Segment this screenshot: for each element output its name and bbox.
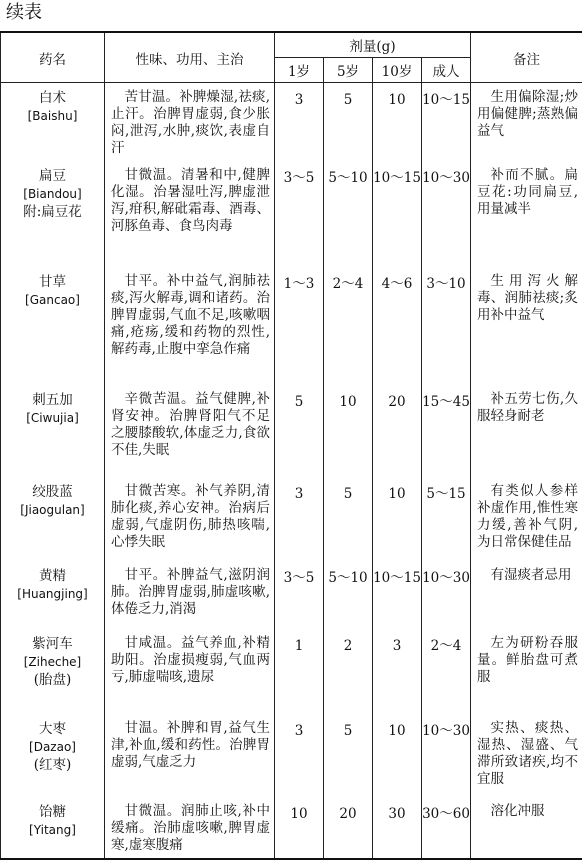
header-age-5: 5岁 <box>324 58 373 83</box>
dose-adult: 2～4 <box>422 629 471 714</box>
dose-age-5: 5～10 <box>324 561 373 629</box>
herb-properties: 辛微苦温。益气健脾,补肾安神。治脾肾阳气不足之腰膝酸软,体虚乏力,食欲不佳,失眠 <box>105 385 275 477</box>
dose-age-5: 5 <box>324 83 373 162</box>
dose-adult: 10～30 <box>422 161 471 267</box>
herb-alias: 附:扁豆花 <box>1 203 104 221</box>
dose-adult: 15～45 <box>422 385 471 477</box>
dose-age-1: 5 <box>275 385 324 477</box>
dose-age-5: 2 <box>324 629 373 714</box>
herb-name-cell <box>1 477 105 561</box>
herb-note: 实热、痰热、湿热、湿盛、气滞所致诸疾,均不宜服 <box>471 714 582 797</box>
herb-note: 左为研粉吞服量。鲜胎盘可煮服 <box>471 629 582 714</box>
herb-pinyin: [Biandou] <box>1 185 104 203</box>
herb-properties: 甘微温。润肺止咳,补中缓痛。治肺虚咳嗽,脾胃虚寒,虚寒腹痛 <box>105 797 275 859</box>
herb-alias: (胎盘) <box>1 671 104 689</box>
herb-name: 刺五加 <box>1 391 104 409</box>
dose-age-10: 10 <box>373 477 422 561</box>
herb-name: 绞股蓝 <box>1 483 104 501</box>
dose-age-1: 3 <box>275 714 324 797</box>
dose-age-1: 10 <box>275 797 324 859</box>
dose-age-5: 20 <box>324 797 373 859</box>
herb-note: 有类似人参样补虚作用,惟性寒力缓,善补气阴,为日常保健佳品 <box>471 477 582 561</box>
dose-age-10: 10～15 <box>373 561 422 629</box>
herb-alias: (红枣) <box>1 756 104 774</box>
dose-age-1: 1～3 <box>275 267 324 385</box>
header-note: 备注 <box>471 32 582 83</box>
herb-name: 紫河车 <box>1 635 104 653</box>
table-row <box>1 161 582 267</box>
header-name: 药名 <box>1 32 105 83</box>
table-row <box>1 267 582 385</box>
table-row <box>1 714 582 797</box>
herb-note: 补五劳七伤,久服轻身耐老 <box>471 385 582 477</box>
dose-adult: 10～30 <box>422 561 471 629</box>
dose-age-10: 20 <box>373 385 422 477</box>
herb-note: 生用泻火解毒、润肺祛痰;炙用补中益气 <box>471 267 582 385</box>
herb-pinyin: [Baishu] <box>1 107 104 125</box>
herb-name: 大枣 <box>1 720 104 738</box>
herb-pinyin: [Dazao] <box>1 738 104 756</box>
herb-properties: 甘微温。清暑和中,健脾化湿。治暑湿吐泻,脾虚泄泻,疳积,解砒霜毒、酒毒、河豚鱼毒、食鸟肉毒 <box>105 161 275 267</box>
header-adult: 成人 <box>422 58 471 83</box>
dose-age-10: 10 <box>373 83 422 162</box>
herb-name-cell <box>1 797 105 859</box>
header-age-10: 10岁 <box>373 58 422 83</box>
dose-age-10: 10 <box>373 714 422 797</box>
herb-properties: 甘咸温。益气养血,补精助阳。治虚损瘦弱,气血两亏,肺虚喘咳,遗尿 <box>105 629 275 714</box>
herb-note: 补而不腻。扁豆花:功同扁豆,用量减半 <box>471 161 582 267</box>
herb-pinyin: [Ciwujia] <box>1 409 104 427</box>
dose-age-10: 3 <box>373 629 422 714</box>
dose-age-5: 5 <box>324 714 373 797</box>
herb-properties: 甘平。补脾益气,滋阴润肺。治脾胃虚弱,肺虚咳嗽,体倦乏力,消渴 <box>105 561 275 629</box>
dose-age-5: 5 <box>324 477 373 561</box>
dose-age-1: 3～5 <box>275 561 324 629</box>
dose-adult: 5～15 <box>422 477 471 561</box>
herb-properties: 甘温。补脾和胃,益气生津,补血,缓和药性。治脾胃虚弱,气虚乏力 <box>105 714 275 797</box>
herb-table <box>0 31 582 860</box>
herb-note: 有湿痰者忌用 <box>471 561 582 629</box>
herb-pinyin: [Jiaogulan] <box>1 501 104 519</box>
dose-adult: 3～10 <box>422 267 471 385</box>
herb-pinyin: [Yitang] <box>1 821 104 839</box>
herb-name-cell <box>1 561 105 629</box>
header-properties: 性味、功用、主治 <box>105 32 275 83</box>
dose-age-10: 30 <box>373 797 422 859</box>
herb-properties: 甘平。补中益气,润肺祛痰,泻火解毒,调和诸药。治脾胃虚弱,气血不足,咳嗽咽痛,疮疡,缓和药物的烈性,解药毒,止腹中挛急作痛 <box>105 267 275 385</box>
herb-pinyin: [Gancao] <box>1 291 104 309</box>
dose-age-5: 2～4 <box>324 267 373 385</box>
herb-name-cell <box>1 83 105 162</box>
herb-name: 扁豆 <box>1 167 104 185</box>
header-dose: 剂量(g) <box>275 32 471 58</box>
table-row <box>1 83 582 162</box>
table-caption: 续表 <box>6 0 42 26</box>
herb-name: 黄精 <box>1 567 104 585</box>
table-row <box>1 797 582 859</box>
herb-name: 饴糖 <box>1 803 104 821</box>
table-row <box>1 477 582 561</box>
herb-note: 生用偏除湿;炒用偏健脾;蒸熟偏益气 <box>471 83 582 162</box>
herb-name: 甘草 <box>1 273 104 291</box>
herb-name-cell <box>1 385 105 477</box>
table-row <box>1 385 582 477</box>
herb-properties: 苦甘温。补脾燥湿,祛痰,止汗。治脾胃虚弱,食少胀闷,泄泻,水肿,痰饮,表虚自汗 <box>105 83 275 162</box>
dose-adult: 10～30 <box>422 714 471 797</box>
herb-name-cell <box>1 161 105 267</box>
herb-name: 白术 <box>1 89 104 107</box>
header-age-1: 1岁 <box>275 58 324 83</box>
dose-age-10: 4～6 <box>373 267 422 385</box>
dose-age-10: 10～15 <box>373 161 422 267</box>
dose-age-1: 3 <box>275 477 324 561</box>
dose-adult: 30～60 <box>422 797 471 859</box>
table-row <box>1 629 582 714</box>
table-row <box>1 561 582 629</box>
herb-pinyin: [Ziheche] <box>1 653 104 671</box>
dose-age-1: 3 <box>275 83 324 162</box>
herb-properties: 甘微苦寒。补气养阴,清肺化痰,养心安神。治病后虚弱,气虚阴伤,肺热咳喘,心悸失眠 <box>105 477 275 561</box>
dose-adult: 10～15 <box>422 83 471 162</box>
dose-age-1: 3～5 <box>275 161 324 267</box>
herb-note: 溶化冲服 <box>471 797 582 859</box>
herb-pinyin: [Huangjing] <box>1 585 104 603</box>
dose-age-1: 1 <box>275 629 324 714</box>
herb-name-cell <box>1 267 105 385</box>
herb-name-cell <box>1 629 105 714</box>
dose-age-5: 5～10 <box>324 161 373 267</box>
herb-name-cell <box>1 714 105 797</box>
dose-age-5: 10 <box>324 385 373 477</box>
